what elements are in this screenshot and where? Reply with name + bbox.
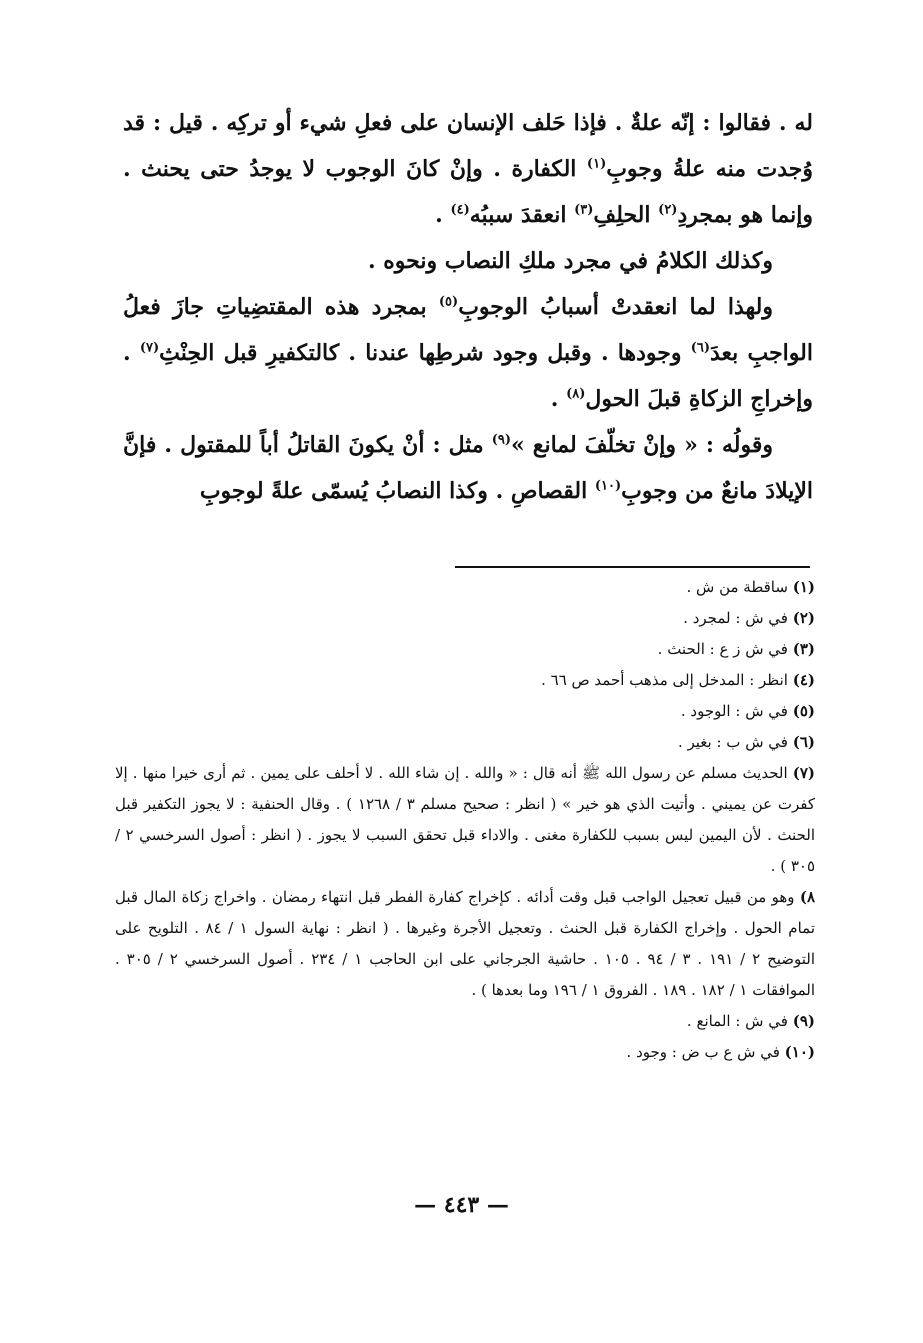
text-span: مثل : أنْ يكونَ القاتلُ أباً للمقتول . فإنَّ الإيلادَ مانعٌ من وجوبِ [123, 432, 813, 504]
footnote-text: الحديث مسلم عن رسول الله ﷺ أنه قال : « والله . إن شاء الله . لا أحلف على يمين . ثم أرى خيرا منها . إلا كفرت عن يميني . وأتيت الذي هو خير » ( انظر : صحيح مسلم ٣ / ١٢٦٨ ) . وقال الحنفية : لا يجوز التكفير قبل الحنث . لأن اليمين ليس بسبب للكفارة مغنى . والاداء قبل تحقق السبب لا يجوز . ( انظر : أصول السرخسي ٢ / ٣٠٥ ) . [115, 764, 815, 875]
text-span: وجودها . وقبل وجود شرطِها عندنا . كالتكفيرِ قبل الحِنْثِ [159, 340, 691, 366]
footnote-number: (١٠) [784, 1043, 815, 1061]
footnote-text: انظر : المدخل إلى مذهب أحمد ص ٦٦ . [541, 671, 793, 689]
footnote-9 [115, 1006, 815, 1037]
paragraph-4 [123, 422, 813, 514]
text-span: وقولُه : « وإنْ تخلّفَ لمانع » [511, 432, 773, 458]
main-text [123, 100, 813, 514]
footnote-6 [115, 727, 815, 758]
page-number: — ٤٤٣ — [414, 1192, 509, 1218]
footnote-number: (٩) [792, 1012, 815, 1030]
text-span: انعقدَ سببُه [469, 202, 575, 228]
footnote-10 [115, 1037, 815, 1068]
footnote-number: (١) [792, 578, 815, 596]
footnote-number: ٨) [799, 888, 815, 906]
footnote-number: (٦) [792, 733, 815, 751]
paragraph-1 [123, 100, 813, 238]
footnote-ref-5[interactable]: (٥) [438, 294, 459, 310]
footnote-text: وهو من قبيل تعجيل الواجب قبل وقت أدائه . كإخراج كفارة الفطر قبل انتهاء رمضان . واخراج زكاة المال قبل تمام الحول . وإخراج الكفارة قبل الحنث . وتعجيل الأجرة وغيرها . ( انظر : نهاية السول ١ / ٨٤ . التلويح على التوضيح ٢ / ١٩١ . ٣ / ٩٤ . ١٠٥ . حاشية الجرجاني على ابن الحاجب ١ / ٢٣٤ . أصول السرخسي ٢ / ٣٠٥ . الموافقات ١ / ١٨٢ . ١٨٩ . الفروق ١ / ١٩٦ وما بعدها ) . [115, 888, 816, 999]
text-span: . [550, 386, 567, 412]
footnote-text: ساقطة من ش . [686, 578, 793, 596]
text-span: بمجرد هذه المقتضِياتِ جازَ فعلُ الواجبِ بعدَ [123, 294, 813, 366]
footnote-ref-10[interactable]: (١٠) [594, 478, 622, 494]
footnote-text: في ش : لمجرد . [683, 609, 793, 627]
text-span: الكفارة . وإنْ كانَ الوجوب لا يوجدُ حتى يحنث . وإنما هو بمجردِ [123, 156, 813, 228]
footnote-1 [115, 572, 815, 603]
footnote-ref-1[interactable]: (١) [586, 156, 607, 172]
footnote-ref-6[interactable]: (٦) [690, 340, 710, 356]
text-span: الحلِفِ [593, 202, 659, 228]
footnote-4 [115, 665, 815, 696]
footnote-7 [115, 758, 815, 882]
footnote-number: (٢) [792, 609, 815, 627]
paragraph-3 [123, 284, 813, 422]
text-span: القصاصِ . وكذا النصابُ يُسمّى علةً لوجوبِ [199, 478, 595, 504]
text-span: . وإخراجِ الزكاةِ قبلَ الحول [123, 340, 813, 412]
footnote-2 [115, 603, 815, 634]
footnote-number: (٣) [792, 640, 815, 658]
footnote-ref-4[interactable]: (٤) [450, 202, 470, 218]
footnote-number: (٧) [792, 764, 815, 782]
footnote-8 [115, 882, 815, 1006]
footnote-number: (٥) [792, 702, 815, 720]
footnote-separator [455, 566, 810, 568]
footnote-text: في ش : الوجود . [680, 702, 793, 720]
paragraph-2: وكذلك الكلامُ في مجرد ملكِ النصاب ونحوه . [367, 248, 773, 274]
footnote-ref-7[interactable]: (٧) [139, 340, 160, 356]
footnote-ref-2[interactable]: (٢) [658, 202, 678, 218]
footnote-ref-3[interactable]: (٣) [574, 202, 594, 218]
footnote-text: في ش : المانع . [686, 1012, 793, 1030]
footnote-5 [115, 696, 815, 727]
footnotes [115, 572, 815, 1068]
footnote-text: في ش ز ع : الحنث . [657, 640, 793, 658]
footnote-3 [115, 634, 815, 665]
footnote-text: في ش ع ب ض : وجود . [626, 1043, 785, 1061]
text-span: ولهذا لما انعقدتْ أسبابُ الوجوبِ [458, 294, 773, 320]
text-span: . [435, 202, 451, 228]
footnote-ref-8[interactable]: (٨) [566, 386, 586, 402]
text-span: له . فقالوا : إنّه علةٌ . فإذا حَلف الإنسان على فعلِ شيء أو تركِه . قيل : قد وُجدت منه علةُ وجوبِ [123, 110, 813, 182]
footnote-text: في ش ب : بغير . [677, 733, 793, 751]
footnote-ref-9[interactable]: (٩) [491, 432, 511, 448]
footnote-number: (٤) [792, 671, 815, 689]
